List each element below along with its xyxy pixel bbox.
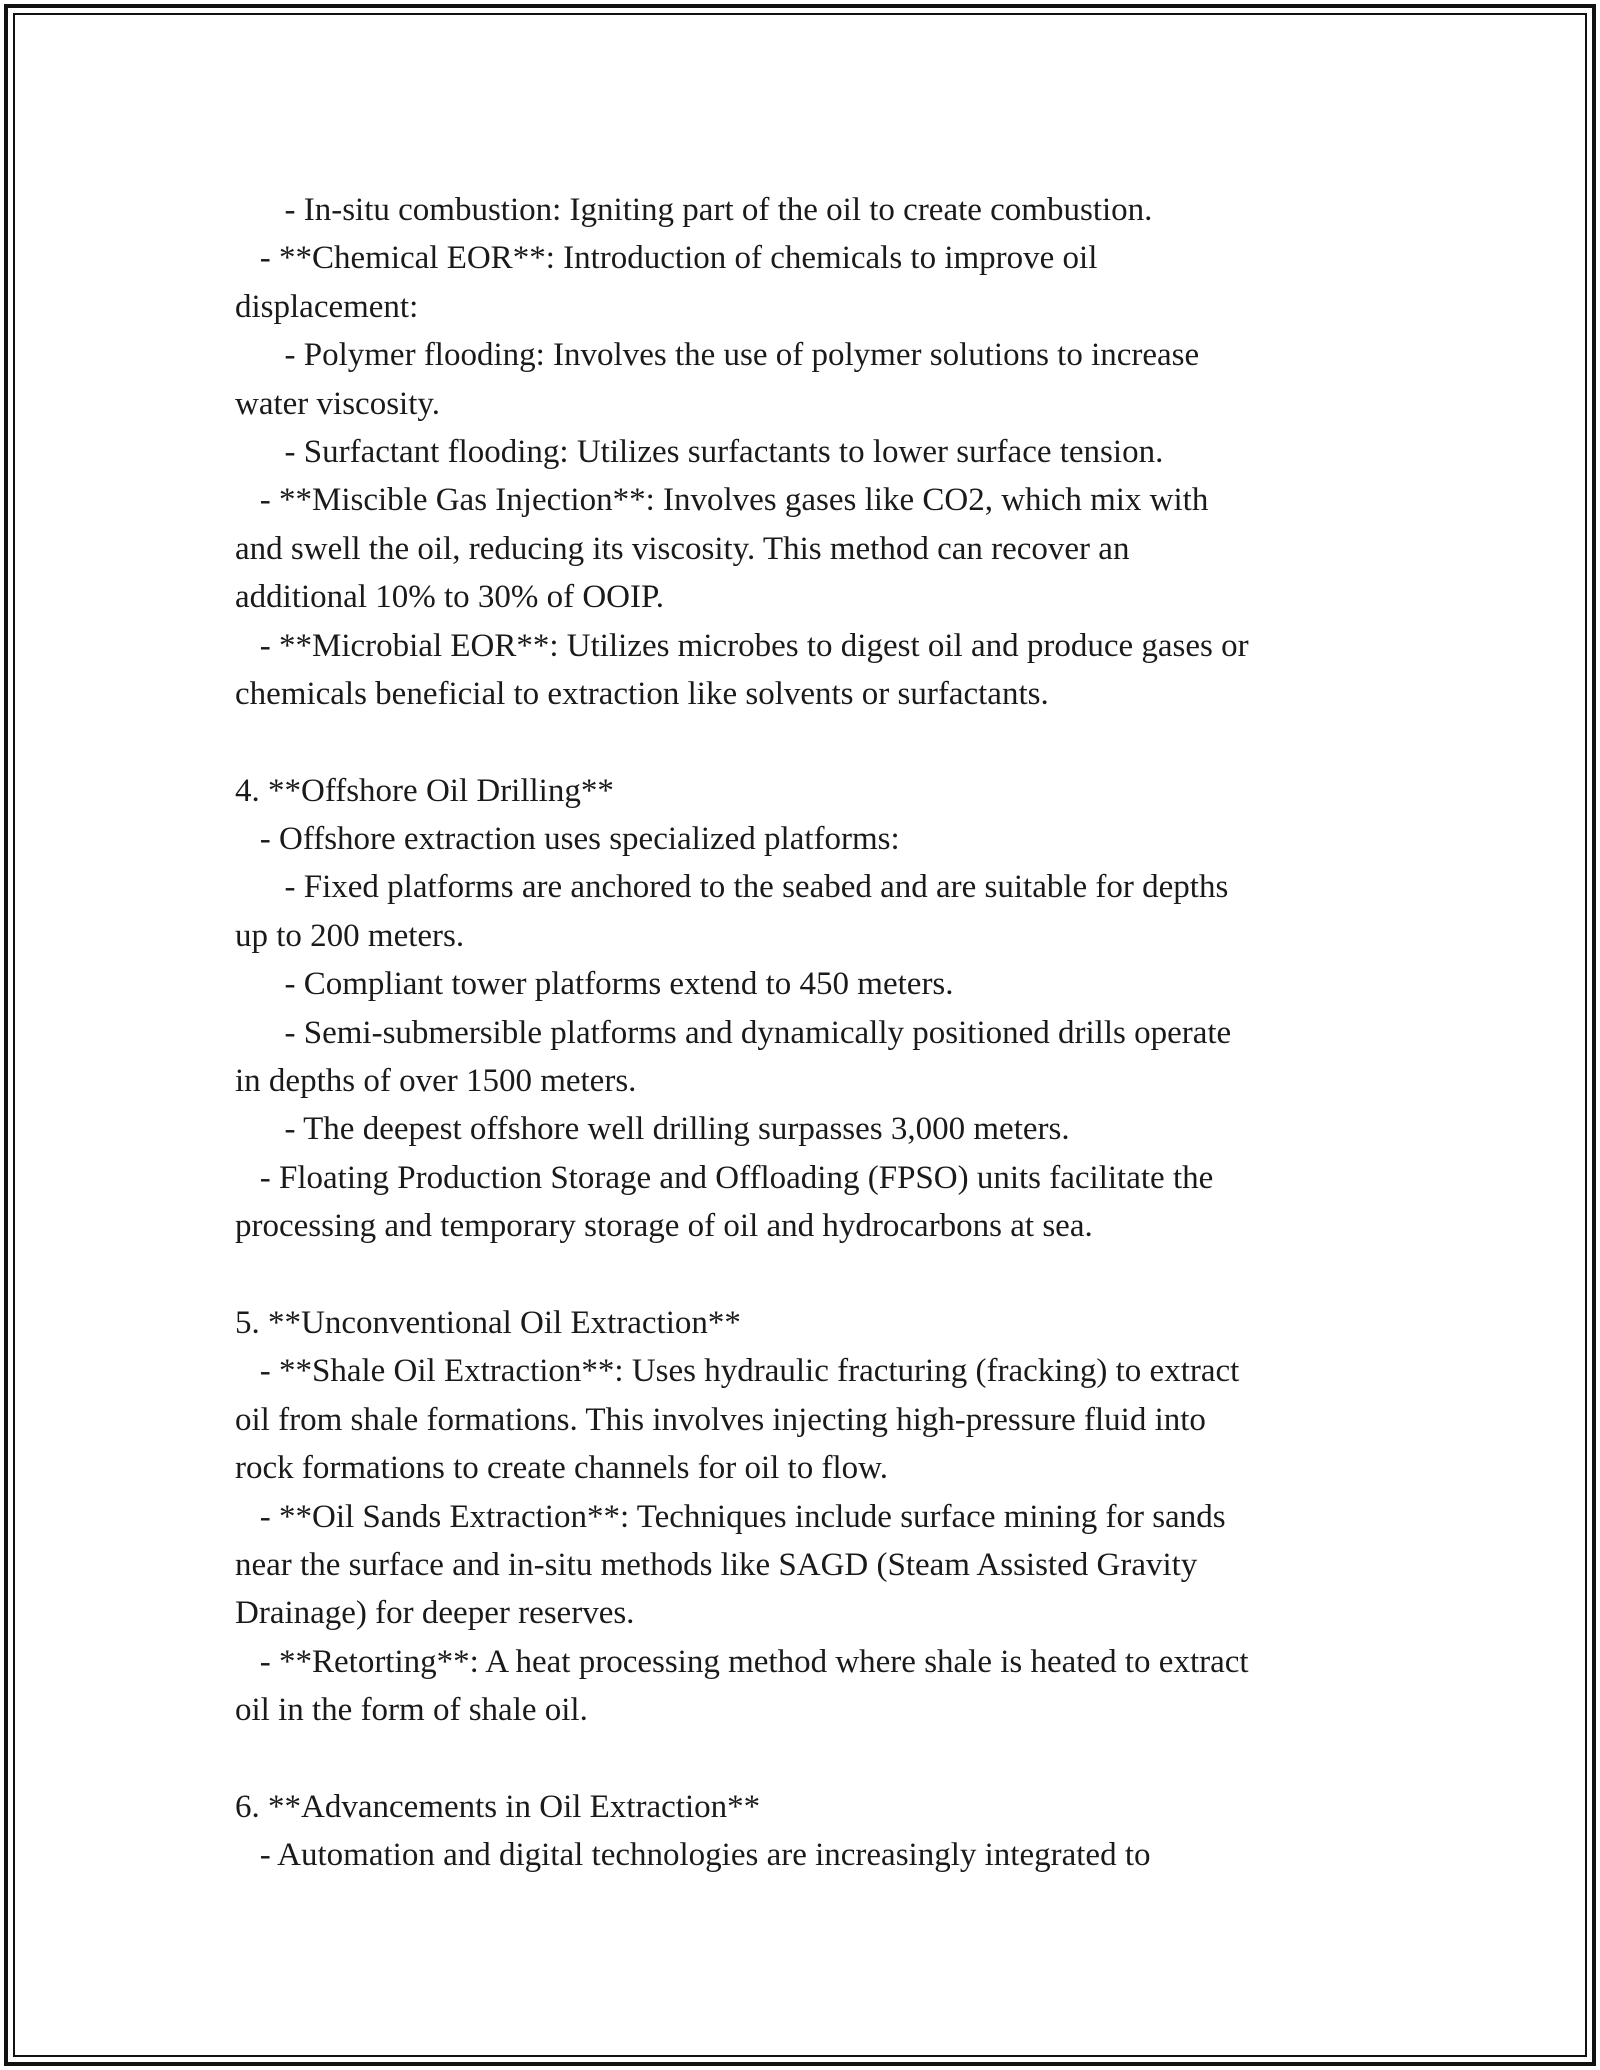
text-line: - Floating Production Storage and Offloading (FPSO) units facilitate the	[235, 1159, 1214, 1196]
document-body	[235, 186, 1395, 1880]
section-heading: 4. **Offshore Oil Drilling**	[235, 772, 614, 809]
text-line: in depths of over 1500 meters.	[235, 1063, 637, 1100]
text-line: - Polymer flooding: Involves the use of polymer solutions to increase	[235, 337, 1200, 374]
text-line: - **Miscible Gas Injection**: Involves gases like CO2, which mix with	[235, 482, 1209, 519]
paragraph-break	[235, 1251, 1395, 1299]
text-line: - **Chemical EOR**: Introduction of chemicals to improve oil	[235, 240, 1098, 277]
paragraph-break	[235, 1735, 1395, 1783]
text-line: - **Retorting**: A heat processing method where shale is heated to extract	[235, 1643, 1249, 1680]
section-heading: 6. **Advancements in Oil Extraction**	[235, 1788, 761, 1825]
text-line: - **Microbial EOR**: Utilizes microbes to digest oil and produce gases or	[235, 627, 1249, 664]
text-line: - **Shale Oil Extraction**: Uses hydraulic fracturing (fracking) to extract	[235, 1353, 1240, 1390]
text-line: additional 10% to 30% of OOIP.	[235, 579, 664, 616]
text-line: - **Oil Sands Extraction**: Techniques include surface mining for sands	[235, 1498, 1226, 1535]
text-line: and swell the oil, reducing its viscosity. This method can recover an	[235, 530, 1130, 567]
paragraph-break	[235, 718, 1395, 766]
text-line: Drainage) for deeper reserves.	[235, 1595, 635, 1632]
section-heading: 5. **Unconventional Oil Extraction**	[235, 1304, 741, 1341]
text-line: - Compliant tower platforms extend to 450 meters.	[235, 966, 954, 1003]
text-line: up to 200 meters.	[235, 917, 465, 954]
text-line: oil from shale formations. This involves injecting high-pressure fluid into	[235, 1401, 1206, 1438]
text-line: - Surfactant flooding: Utilizes surfactants to lower surface tension.	[235, 433, 1164, 470]
text-line: oil in the form of shale oil.	[235, 1692, 588, 1729]
text-line: - Offshore extraction uses specialized platforms:	[235, 821, 900, 858]
text-line: - Fixed platforms are anchored to the seabed and are suitable for depths	[235, 869, 1229, 906]
text-line: - The deepest offshore well drilling surpasses 3,000 meters.	[235, 1111, 1070, 1148]
text-line: displacement:	[235, 288, 419, 325]
text-line: rock formations to create channels for oil to flow.	[235, 1450, 889, 1487]
text-line: - In-situ combustion: Igniting part of the oil to create combustion.	[235, 192, 1153, 228]
text-line: - Automation and digital technologies are increasingly integrated to	[235, 1837, 1151, 1874]
text-line: chemicals beneficial to extraction like solvents or surfactants.	[235, 675, 1049, 712]
text-line: near the surface and in-situ methods like SAGD (Steam Assisted Gravity	[235, 1546, 1198, 1583]
text-line: water viscosity.	[235, 385, 440, 422]
text-line: processing and temporary storage of oil and hydrocarbons at sea.	[235, 1208, 1093, 1245]
text-line: - Semi-submersible platforms and dynamically positioned drills operate	[235, 1014, 1232, 1051]
